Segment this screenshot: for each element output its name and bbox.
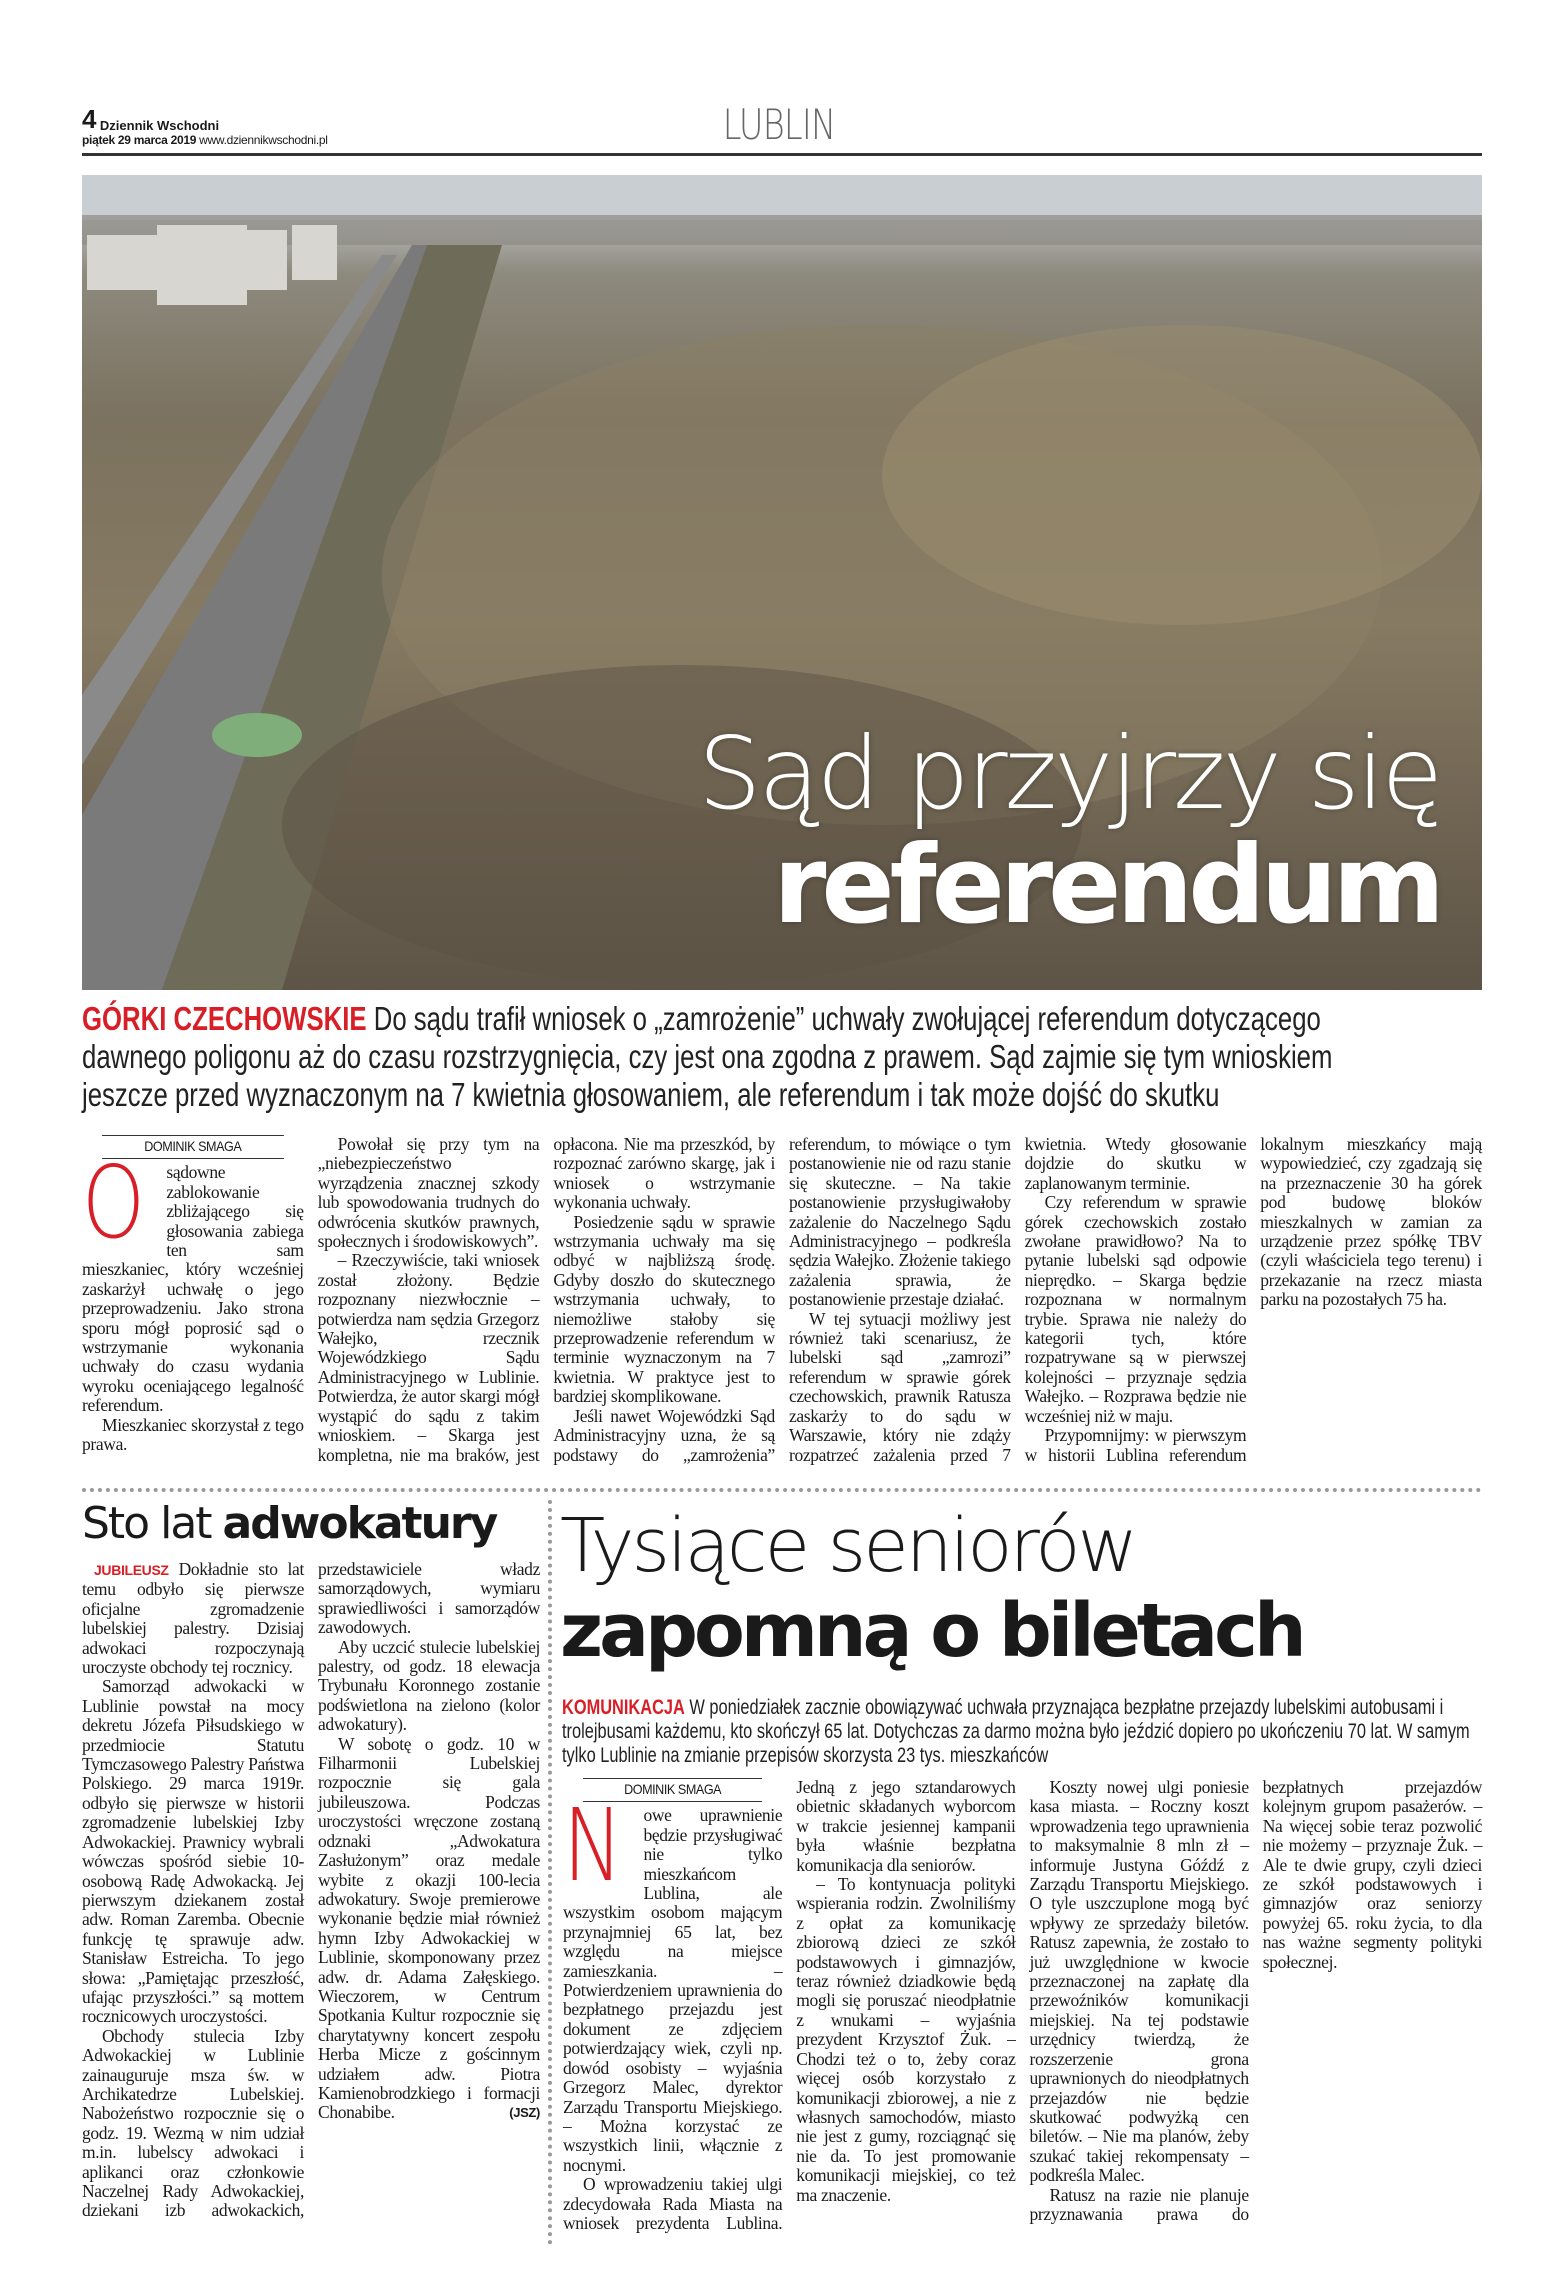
article-paragraph: Mieszkaniec skorzystał z tego prawa. <box>82 1414 304 1455</box>
issue-date: piątek 29 marca 2019 <box>82 133 197 147</box>
article-paragraph: Posiedzenie sądu w sprawie wstrzymania uchwały ma się odbyć w najbliższą środę. Gdyby doszło do skutecznego wstrzymania uchwały, to niemożliwe stałoby się przeprowadzenie referendum w terminie wyznaczonym na 7 kwietnia. W praktyce jest to bardziej skomplikowane. <box>553 1211 775 1407</box>
seniors-article-kicker: KOMUNIKACJA <box>562 1696 685 1719</box>
article-paragraph: Czy referendum w sprawie górek czechowskich zostało zwołane prawidłowo? Na to pytanie lubelski sąd odpowie nieprędko. – Skarga będzie rozpoznana w normalnym trybie. Sprawa nie należy do kategorii tych, które rozpatrywane są w pierwszej kolejności – przyznaje sędzia Wałejko. – Rozprawa będzie nie wcześniej niż w maju. <box>1024 1192 1247 1426</box>
article-paragraph: – To kontynuacja polityki wspierania rodzin. Zwolniliśmy z opłat za komunikację zbiorową dzieci ze szkół podstawowych i gimnazjów, teraz również dziadkowie będą mogli się poruszać nieodpłatnie z wnukami – wyjaśnia prezydent Krzysztof Żuk. – Chodzi też o to, żeby coraz więcej osób korzystało z komunikacji zbiorowej, a nie z własnych samochodów, miasto nie jest z gumy, rozciągnąć się nie da. To jest promowanie komunikacji miejskiej, co też ma znaczenie. <box>796 1874 1016 2205</box>
seniors-article-lede <box>562 1696 1482 1768</box>
article-paragraph: W tej sytuacji możliwy jest również taki scenariusz, że lubelski sąd „zamrozi” referendum w sprawie górek czechowskich, prawnik Ratusza zaskarży to do sądu w Warszawie, który nie zdąży rozpatrzeć zażalenia przed 7 kwietnia. Wtedy głosowanie dojdzie do skutku w zaplanowanym terminie. <box>788 1134 1247 1465</box>
dotted-divider-horizontal <box>82 1488 1482 1492</box>
main-article-lede-text: Do sądu trafił wniosek o „zamrożenie” uchwały zwołującej referendum dotyczącego dawnego poligonu aż do czasu rozstrzygnięcia, czy jest ona zgodna z prawem. Sąd zajmie się tym wnioskiem jeszcze przed wyznaczonym na 7 kwietnia głosowaniem, ale referendum i tak może dojść do skutku <box>82 1000 1333 1113</box>
article-paragraph: Aby uczcić stulecie lubelskiej palestry, od godz. 18 elewacja Trybunału Koronnego zostanie podświetlona na zielono (kolor adwokatury). <box>318 1636 540 1735</box>
section-title: LUBLIN <box>722 100 836 149</box>
aerial-photo <box>82 175 1482 990</box>
headline-line-2: referendum <box>773 823 1440 948</box>
article-paragraph <box>82 1560 304 1677</box>
paragraph-text: Dokładnie sto lat temu odbyło się pierwsze oficjalne zgromadzenie lubelskiej palestry. Dzisiaj adwokaci rozpoczynają uroczyste obchody tej rocznicy. <box>82 1559 304 1678</box>
side-article-headline <box>82 1498 496 1549</box>
apartment-blocks <box>87 225 337 305</box>
seniors-lede-text: W poniedziałek zacznie obowiązywać uchwała przyznająca bezpłatne przejazdy lubelskimi autobusami i trolejbusami każdemu, kto skończył 65 lat. Dotychczas za darmo można było jeździć dopiero po ukończeniu 70 lat. W samym tylko Lublinie na zmianie przepisów skorzysta 23 tys. mieszkańców <box>562 1696 1470 1767</box>
main-article-byline: DOMINIK SMAGA <box>102 1135 283 1159</box>
seniors-article-body <box>563 1778 1482 2240</box>
paragraph-text: owe uprawnienie będzie przysługiwać nie tylko mieszkańcom Lublina, ale wszystkim osobom mającym przynajmniej 65 lat, bez względu na miejsce zamieszkania. – Potwierdzeniem uprawnienia do bezpłatnego przejazdu jest dokument ze zdjęciem potwierdzający wiek, czyli np. dowód osobisty – wyjaśnia Grzegorz Malec, dyrektor Zarządu Transportu Miejskiego. – Można korzystać ze wszystkich linii, włącznie z nocnymi. <box>563 1805 783 2175</box>
seniors-headline-line-2: zapomną o biletach <box>560 1588 1303 1674</box>
side-article-kicker: JUBILEUSZ <box>94 1562 169 1578</box>
author-signature: (JSZ) <box>509 2105 540 2121</box>
article-paragraph: Koszty nowej ulgi poniesie kasa miasta. – Roczny koszt wprowadzenia tego uprawnienia to maksymalnie 8 mln zł – informuje Justyna Góźdź z Zarządu Transportu Miejskiego. O tyle uszczuplone mogą być wpływy ze sprzedaży biletów. Ratusz zapewnia, że zostało to już uwzględnione w kwocie przeznaczonej na zapłatę dla przewoźników komunikacji miejskiej. Na tej podstawie urzędnicy twierdzą, że rozszerzenie grona uprawnionych do nieodpłatnych przejazdów nie będzie skutkować podwyżką cen biletów. – Nie ma planów, żeby szukać takiej rekompensaty – podkreśla Malec. <box>1029 1777 1249 2186</box>
headline-regular: Sto lat <box>82 1498 211 1549</box>
paragraph-text: W sobotę o godz. 10 w Filharmonii Lubelskiej rozpocznie się gala jubileuszowa. Podczas uroczystości wręczone zostaną odznaki „Adwokatura Zasłużonym” oraz medale wybite z okazji 100-lecia adwokatury. Swoje premierowe wykonanie będzie miał również hymn Izby Adwokackiej w Lublinie, skomponowany przez adw. dr. Adama Załęskiego. Wieczorem, w Centrum Spotkania Kultur rozpocznie się charytatywny koncert zespołu Herba Micze z gościnnym udziałem adw. Piotra Kamienobrodzkiego i formacji Chonabibe. <box>318 1733 540 2123</box>
article-paragraph: – Rzeczywiście, taki wniosek został złożony. Będzie rozpoznany niezwłocznie – potwierdza nam sędzia Grzegorz Wałejko, rzecznik Wojewódzkiego Sądu Administracyjnego w Lublinie. Potwierdza, że autor skargi mógł wystąpić do sądu z takim wnioskiem. – Skarga jest kompletna, nie ma braków, jest opłacona. Nie ma przeszkód, by rozpoznać zarówno skargę, jak i wniosek o wstrzymanie wykonania uchwały. <box>317 1134 775 1465</box>
article-paragraph: Obchody stulecia Izby Adwokackiej w Lublinie zainauguruje msza św. w Archikatedrze Lubelskiej. Nabożeństwo rozpocznie się o godz. 19. Wezmą w nim udział m.in. lubelscy adwokaci i aplikanci oraz członkowie Naczelnej Rady Adwokackiej, dziekani izb adwokackich, przedstawiciele władz samorządowych, wymiaru sprawiedliwości i samorządów zawodowych. <box>82 1559 540 2221</box>
article-paragraph: Powołał się przy tym na „niebezpieczeństwo wyrządzenia znacznej szkody lub spowodowania trudnych do odwrócenia skutków prawnych, społecznych i środowiskowych”. <box>317 1134 540 1252</box>
page-number: 4 <box>82 104 96 134</box>
article-paragraph: O wprowadzeniu takiej ulgi zdecydowała Rada Miasta na wniosek prezydenta Lublina. Jedną z jego sztandarowych obietnic składanych wyborcom w trakcie jesiennej kampanii była właśnie bezpłatna komunikacja dla seniorów. <box>563 1777 1016 2233</box>
seniors-article-byline: DOMINIK SMAGA <box>583 1778 762 1802</box>
headline-bold: adwokatury <box>222 1498 497 1549</box>
paper-url[interactable]: www.dziennikwschodni.pl <box>199 133 328 147</box>
paper-name: Dziennik Wschodni <box>99 118 220 133</box>
paragraph-text: sądowne zablokowanie zbliżającego się głosowania zabiega ten sam mieszkaniec, który wcześniej zaskarżył uchwałę o jego przeprowadzeniu. Jako strona sporu mógł poprosić sąd o wstrzymanie wykonania uchwały do czasu wydania wyroku oceniającego legalność referendum. <box>82 1162 304 1416</box>
tunnel-entrance <box>212 713 302 757</box>
article-paragraph <box>318 1735 540 2123</box>
seniors-headline-line-1: Tysiące seniorów <box>560 1503 1136 1589</box>
main-article-lede <box>82 1000 1408 1114</box>
main-article-body <box>82 1135 1482 1467</box>
main-article-kicker: GÓRKI CZECHOWSKIE <box>82 1000 367 1037</box>
dropcap: N <box>563 1787 623 1905</box>
article-paragraph: Ratusz na razie nie planuje przyznawania prawa do bezpłatnych przejazdów kolejnym grupom pasażerów. – Na więcej sobie teraz pozwolić nie możemy – przyznaje Żuk. – Ale te dwie grupy, czyli dzieci ze szkół podstawowych i gimnazjów oraz seniorzy powyżej 65. roku życia, to dla nas ważne segmenty polityki społecznej. <box>1029 1777 1482 2224</box>
side-article-body <box>82 1560 540 2240</box>
article-paragraph: Przypomnijmy: w pierwszym w historii Lublina referendum lokalnym mieszkańcy mają wypowiedzieć, czy zgadzają się na przeznaczenie 30 ha górek pod budowę bloków mieszkalnych w zamian za urządzenie przez spółkę TBV (czyli właściciela tego terenu) i przekazanie na rzecz miasta parku na pozostałych 75 ha. <box>1024 1134 1482 1465</box>
headline-line-1: Sąd przyjrzy się <box>697 715 1440 832</box>
header-divider <box>82 153 1482 156</box>
article-paragraph: Samorząd adwokacki w Lublinie powstał na mocy dekretu Józefa Piłsudskiego w przedmiocie Statutu Tymczasowego Palestry Państwa Polskiego. 29 marca 1919r. odbyło się pierwsze w historii zgromadzenie lubelskiej Izby Adwokackiej. Prawnicy wybrali wówczas spośród siebie 10-osobową Radę Adwokacką. Jej pierwszym dziekanem został adw. Roman Zaremba. Obecnie funkcję tę sprawuje adw. Stanisław Estreicha. To jego słowa: „Pamiętając przeszłość, ufając przyszłości.” są mottem rocznicowych uroczystości. <box>82 1676 304 2027</box>
dropcap: O <box>82 1144 145 1262</box>
dotted-divider-vertical <box>548 1500 552 2245</box>
article-paragraph: Jeśli nawet Wojewódzki Sąd Administracyjny uzna, że są podstawy do „zamrożenia” referendum, to mówiące o tym postanowienie nie od razu stanie się skuteczne. – Na takie postanowienie przysługiwałoby zażalenie do Naczelnego Sądu Administracyjnego – podkreśla sędzia Wałejko. Złożenie takiego zażalenia sprawia, że postanowienie przestaje działać. <box>553 1134 1011 1465</box>
